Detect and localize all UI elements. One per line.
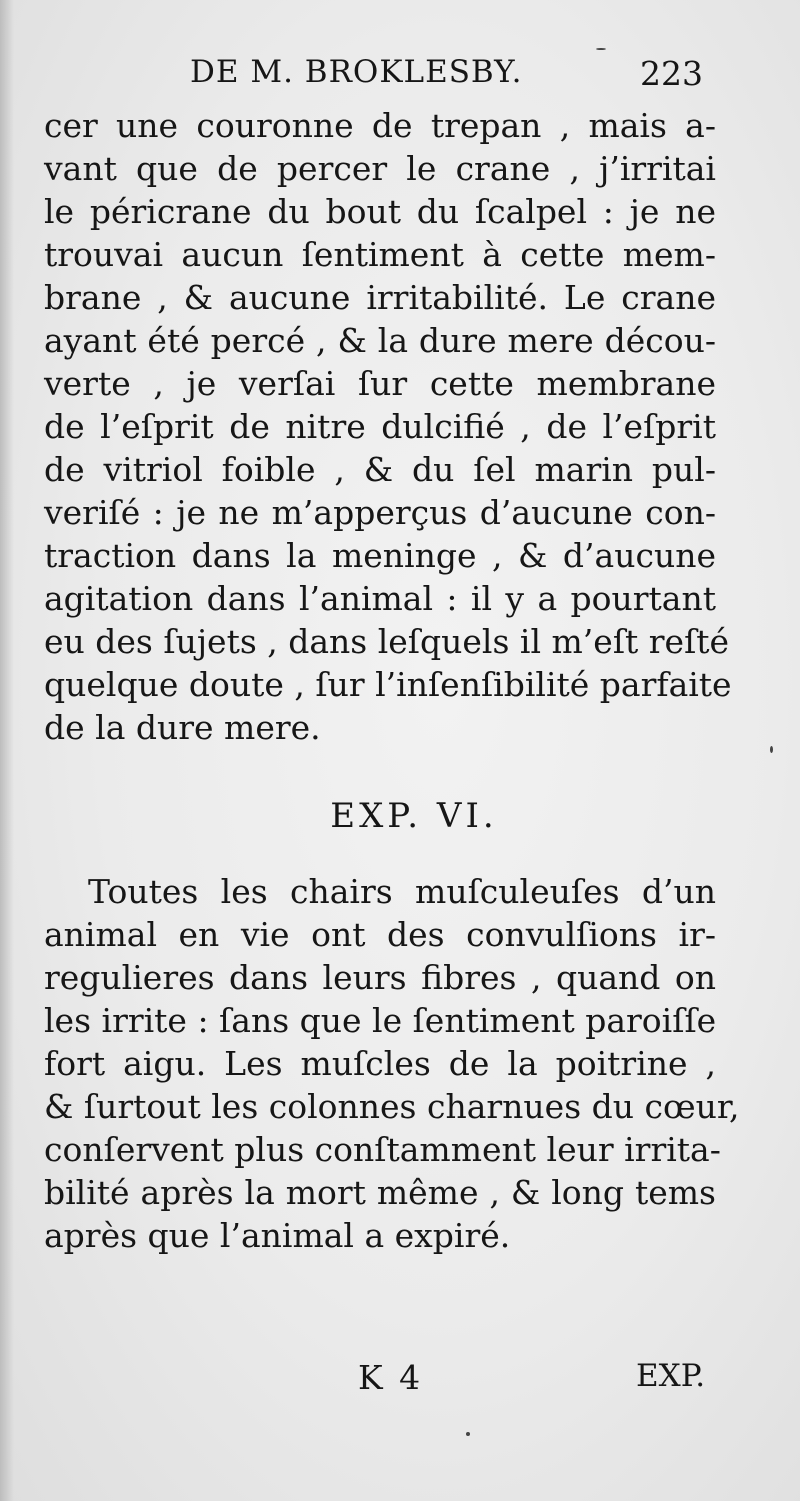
signature-mark: K 4	[358, 1358, 424, 1397]
text-line: quelque doute , ſur l’inſenſibilité parfaite	[44, 665, 732, 704]
text-line: animal en vie ont des convulſions ir-	[44, 915, 716, 954]
text-line: fort aigu. Les muſcles de la poitrine ,	[44, 1044, 716, 1083]
text-line: conſervent plus conſtamment leur irrita-	[44, 1130, 721, 1169]
text-line: agitation dans l’animal : il y a pourtant	[44, 579, 716, 618]
text-line: de vitriol foible , & du ſel marin pul-	[44, 450, 716, 489]
text-line: regulieres dans leurs fibres , quand on	[44, 958, 716, 997]
text-line: de la dure mere.	[44, 708, 321, 747]
text-line: veriſé : je ne m’apperçus d’aucune con-	[44, 493, 716, 532]
ink-speck	[466, 1432, 470, 1436]
section-heading	[0, 796, 800, 836]
text-line: & ſurtout les colonnes charnues du cœur,	[44, 1087, 740, 1126]
page-header	[0, 50, 800, 94]
page-edge-shadow	[0, 0, 14, 1501]
text-line: verte , je verſai ſur cette membrane	[44, 364, 716, 403]
text-line: ayant été percé , & la dure mere décou-	[44, 321, 716, 360]
text-line: traction dans la meninge , & d’aucune	[44, 536, 716, 575]
paragraph-2	[44, 870, 740, 1257]
section-heading-text: EXP. VI.	[330, 796, 498, 836]
page-number: 223	[640, 54, 703, 93]
text-line: eu des ſujets , dans leſquels il m’eſt reſté	[44, 622, 730, 661]
text-line: les irrite : ſans que le ſentiment paroiſſe	[44, 1001, 717, 1040]
text-line: vant que de percer le crane , j’irritai	[44, 149, 716, 188]
text-line: brane , & aucune irritabilité. Le crane	[44, 278, 716, 317]
text-line: le péricrane du bout du ſcalpel : je ne	[44, 192, 716, 231]
ink-speck	[596, 48, 606, 50]
paragraph-1	[44, 104, 732, 749]
running-head: DE M. BROKLESBY.	[190, 54, 523, 90]
text-line: après que l’animal a expiré.	[44, 1216, 511, 1255]
text-line: cer une couronne de trepan , mais a-	[44, 106, 716, 145]
text-line: Toutes les chairs muſculeuſes d’un	[88, 872, 716, 911]
catchword: EXP.	[636, 1358, 706, 1394]
text-line: bilité après la mort même , & long tems	[44, 1173, 716, 1212]
text-line: trouvai aucun ſentiment à cette mem-	[44, 235, 716, 274]
ink-speck	[770, 746, 773, 753]
text-line: de l’eſprit de nitre dulcifié , de l’eſprit	[44, 407, 716, 446]
